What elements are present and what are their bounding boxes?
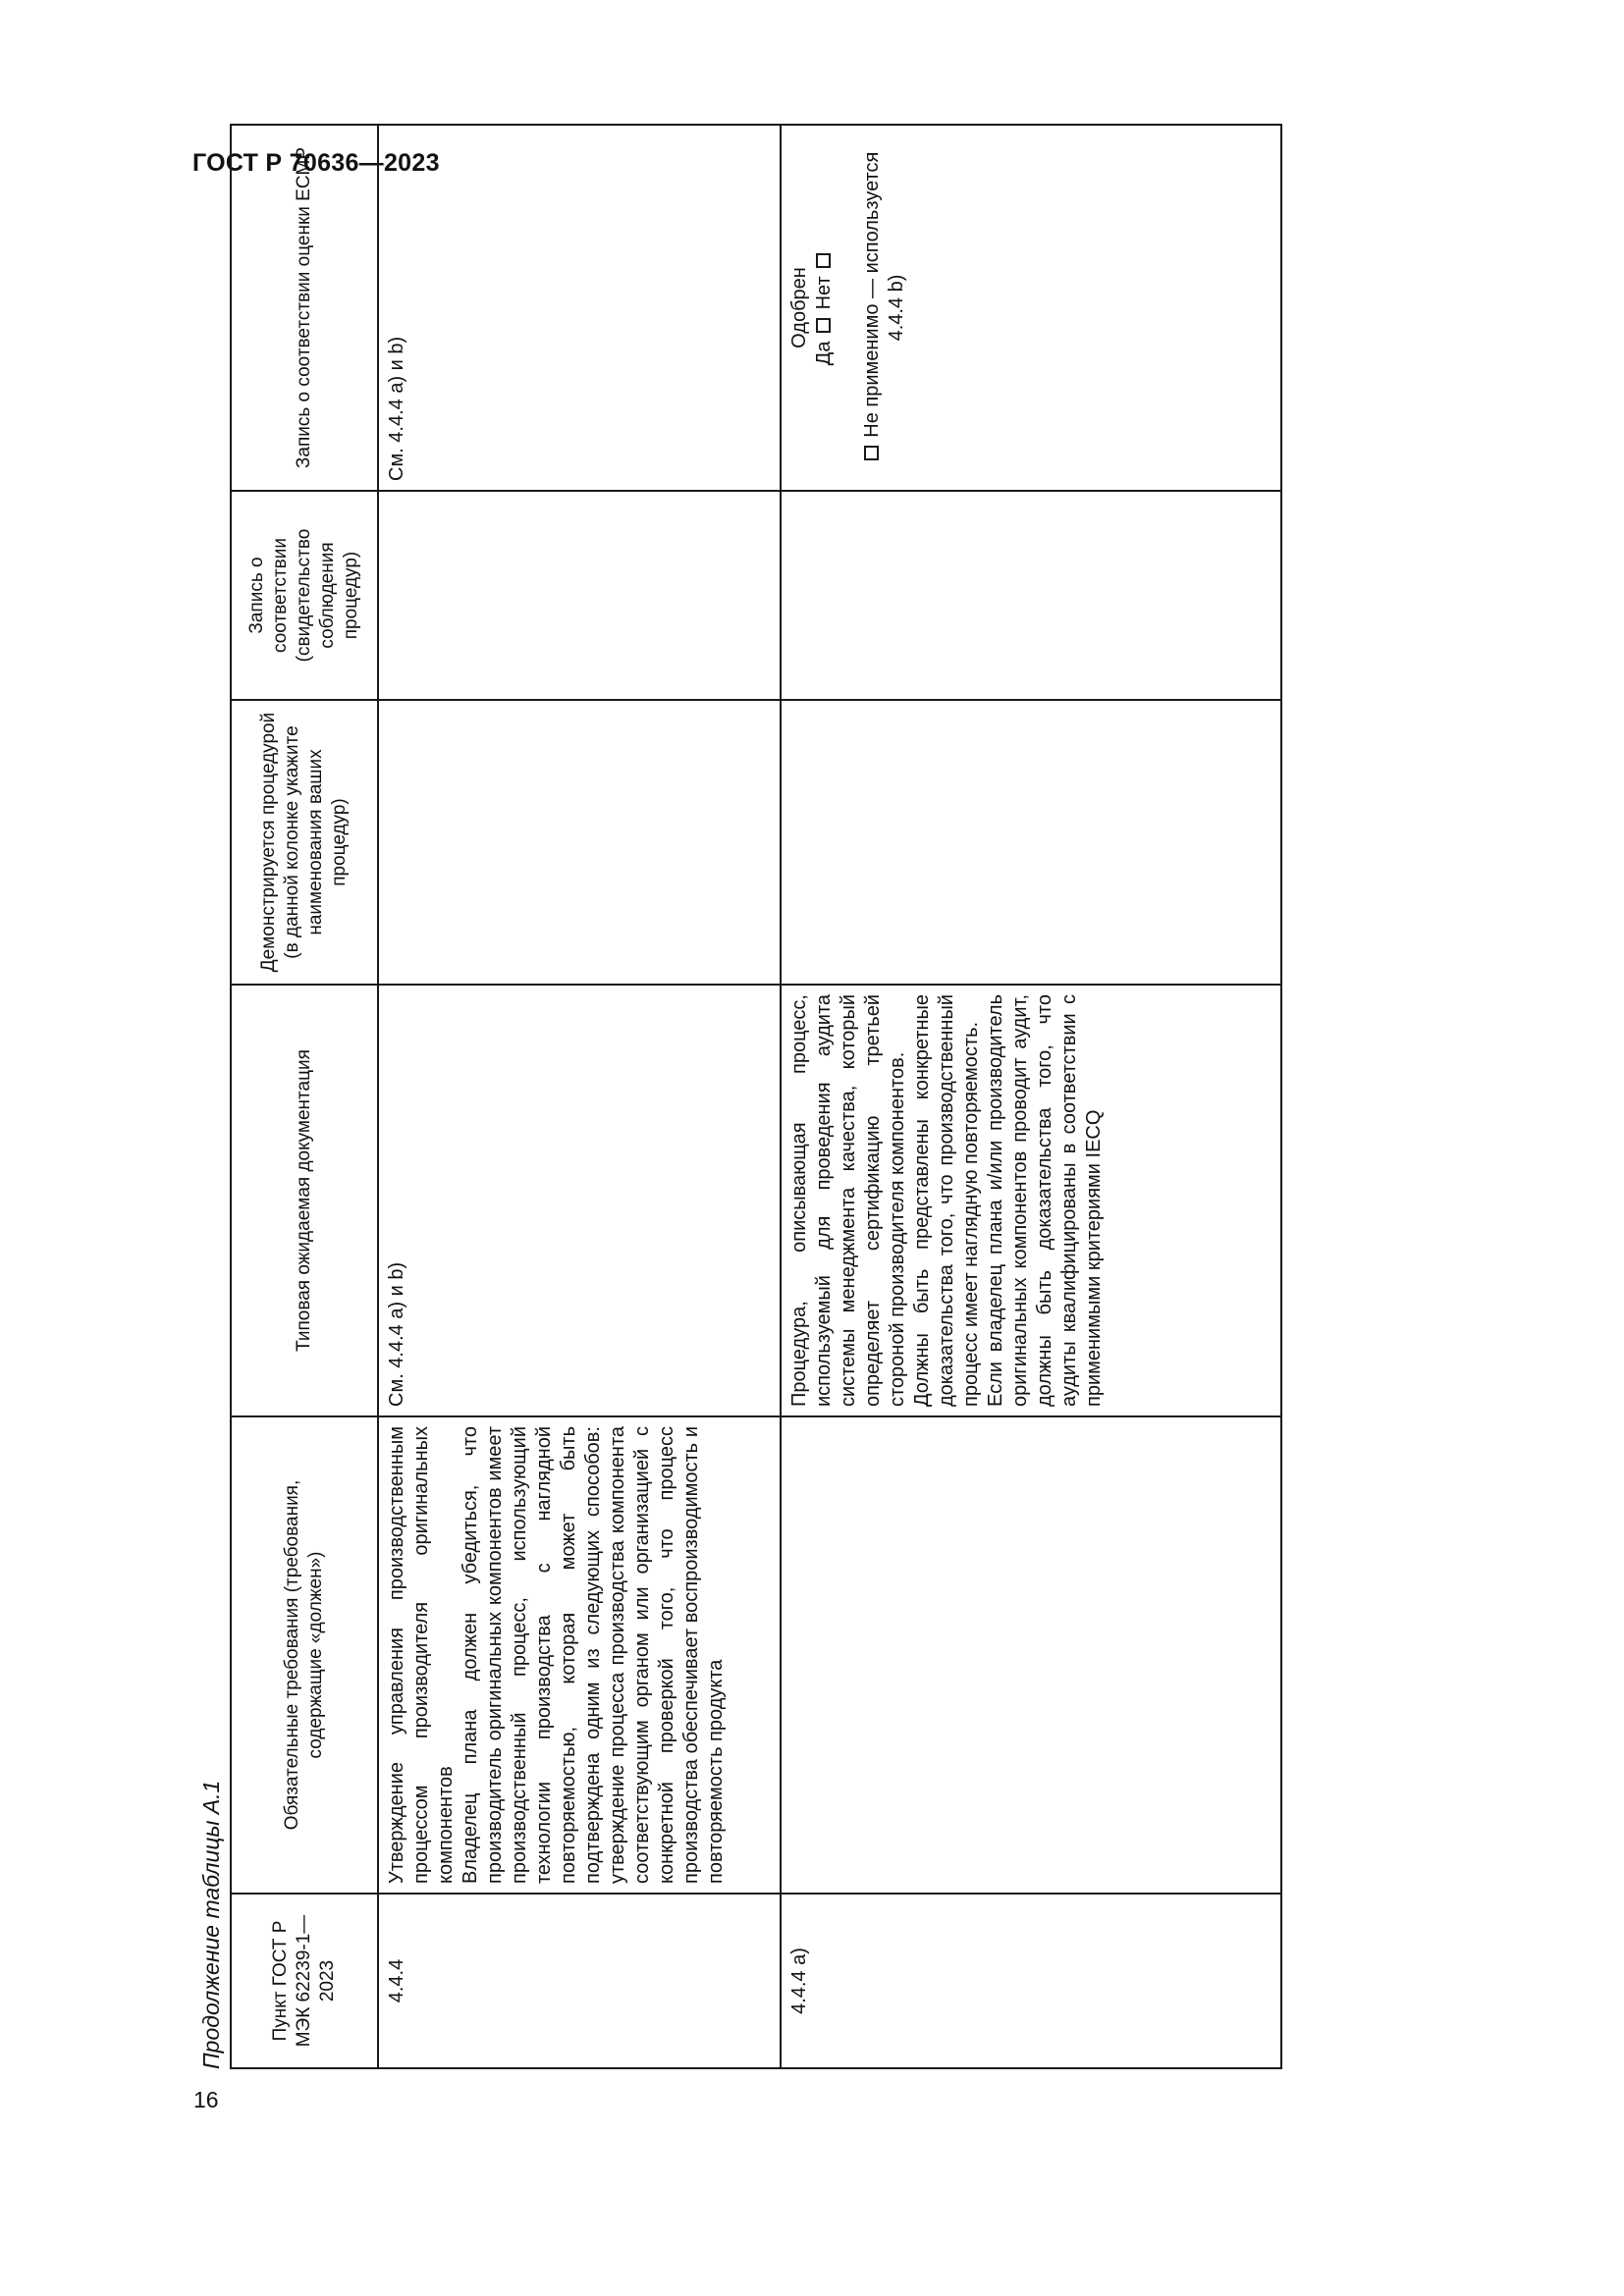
cell-requirements bbox=[781, 1416, 1281, 1894]
spacer bbox=[837, 134, 860, 481]
header-demonstrated: Демонстрируется процедурой (в данной колонке укажите наименования ваших процедур) bbox=[231, 700, 378, 985]
cell-compliance-record[interactable] bbox=[781, 491, 1281, 700]
cell-ecmp-record: См. 4.4.4 а) и b) bbox=[378, 125, 781, 491]
documentation-paragraph: Должны быть представлены конкретные доказательства того, что производственный процесс имеет наглядную повторяемость. bbox=[911, 994, 982, 1407]
cell-documentation: См. 4.4.4 а) и b) bbox=[378, 985, 781, 1416]
cell-clause: 4.4.4 а) bbox=[781, 1894, 1281, 2068]
table-row bbox=[378, 125, 781, 2068]
cell-documentation bbox=[781, 985, 1281, 1416]
requirements-table bbox=[230, 124, 1282, 2069]
cell-requirements bbox=[378, 1416, 781, 1894]
ecmp-na-option bbox=[860, 134, 909, 481]
not-applicable-checkbox[interactable] bbox=[864, 446, 879, 460]
cell-ecmp-record bbox=[781, 125, 1281, 491]
table-row bbox=[781, 125, 1281, 2068]
cell-compliance-record[interactable] bbox=[378, 491, 781, 700]
no-checkbox[interactable] bbox=[816, 253, 831, 268]
header-ecmp-record: Запись о соответствии оценки ECMP bbox=[231, 125, 378, 491]
header-clause: Пункт ГОСТ Р МЭК 62239-1—2023 bbox=[231, 1894, 378, 2068]
requirements-paragraph: Утверждение управления производственным процессом производителя оригинальных компонентов bbox=[386, 1426, 457, 1884]
cell-demonstrated[interactable] bbox=[781, 700, 1281, 985]
header-documentation: Типовая ожидаемая документация bbox=[231, 985, 378, 1416]
ecmp-approved-label: Одобрен bbox=[788, 267, 810, 348]
ecmp-na-label: Не применимо — используется 4.4.4 b) bbox=[861, 151, 907, 438]
cell-demonstrated[interactable] bbox=[378, 700, 781, 985]
table-caption: Продолжение таблицы А.1 bbox=[198, 1780, 224, 2069]
ecmp-no-label: Нет bbox=[813, 276, 835, 310]
table-header-row bbox=[231, 125, 378, 2068]
yes-checkbox[interactable] bbox=[816, 318, 831, 333]
requirements-paragraph: Владелец плана должен убедиться, что производитель оригинальных компонентов имеет производственный процесс, использующий технологии производства с наглядной повторяемостью, которая может быть подтверждена одним из следующих способов: утверждение процесса производства компонента соответствующим органом или организацией с конкретной проверкой того, что процесс производства обеспечивает воспроизводимость и повторяемость продукта bbox=[460, 1426, 727, 1884]
ecmp-yes-label: Да bbox=[813, 341, 835, 366]
document-header-title: ГОСТ Р 70636—2023 bbox=[192, 149, 440, 177]
header-compliance-record: Запись о соответствии (свидетельство соблюдения процедур) bbox=[231, 491, 378, 700]
header-requirements: Обязательные требования (требования, содержащие «должен») bbox=[231, 1416, 378, 1894]
documentation-paragraph: Процедура, описывающая процесс, используемый для проведения аудита системы менеджмента качества, который определяет сертификацию третьей стороной производителя компонентов. bbox=[788, 994, 908, 1407]
page-number: 16 bbox=[193, 2087, 219, 2112]
documentation-paragraph: Если владелец плана и/или производитель оригинальных компонентов проводит аудит, должны быть доказательства того, что аудиты квалифицированы в соответствии с применимыми критериями IECQ bbox=[985, 994, 1105, 1407]
cell-clause: 4.4.4 bbox=[378, 1894, 781, 2068]
ecmp-yes-no-options bbox=[812, 134, 837, 481]
